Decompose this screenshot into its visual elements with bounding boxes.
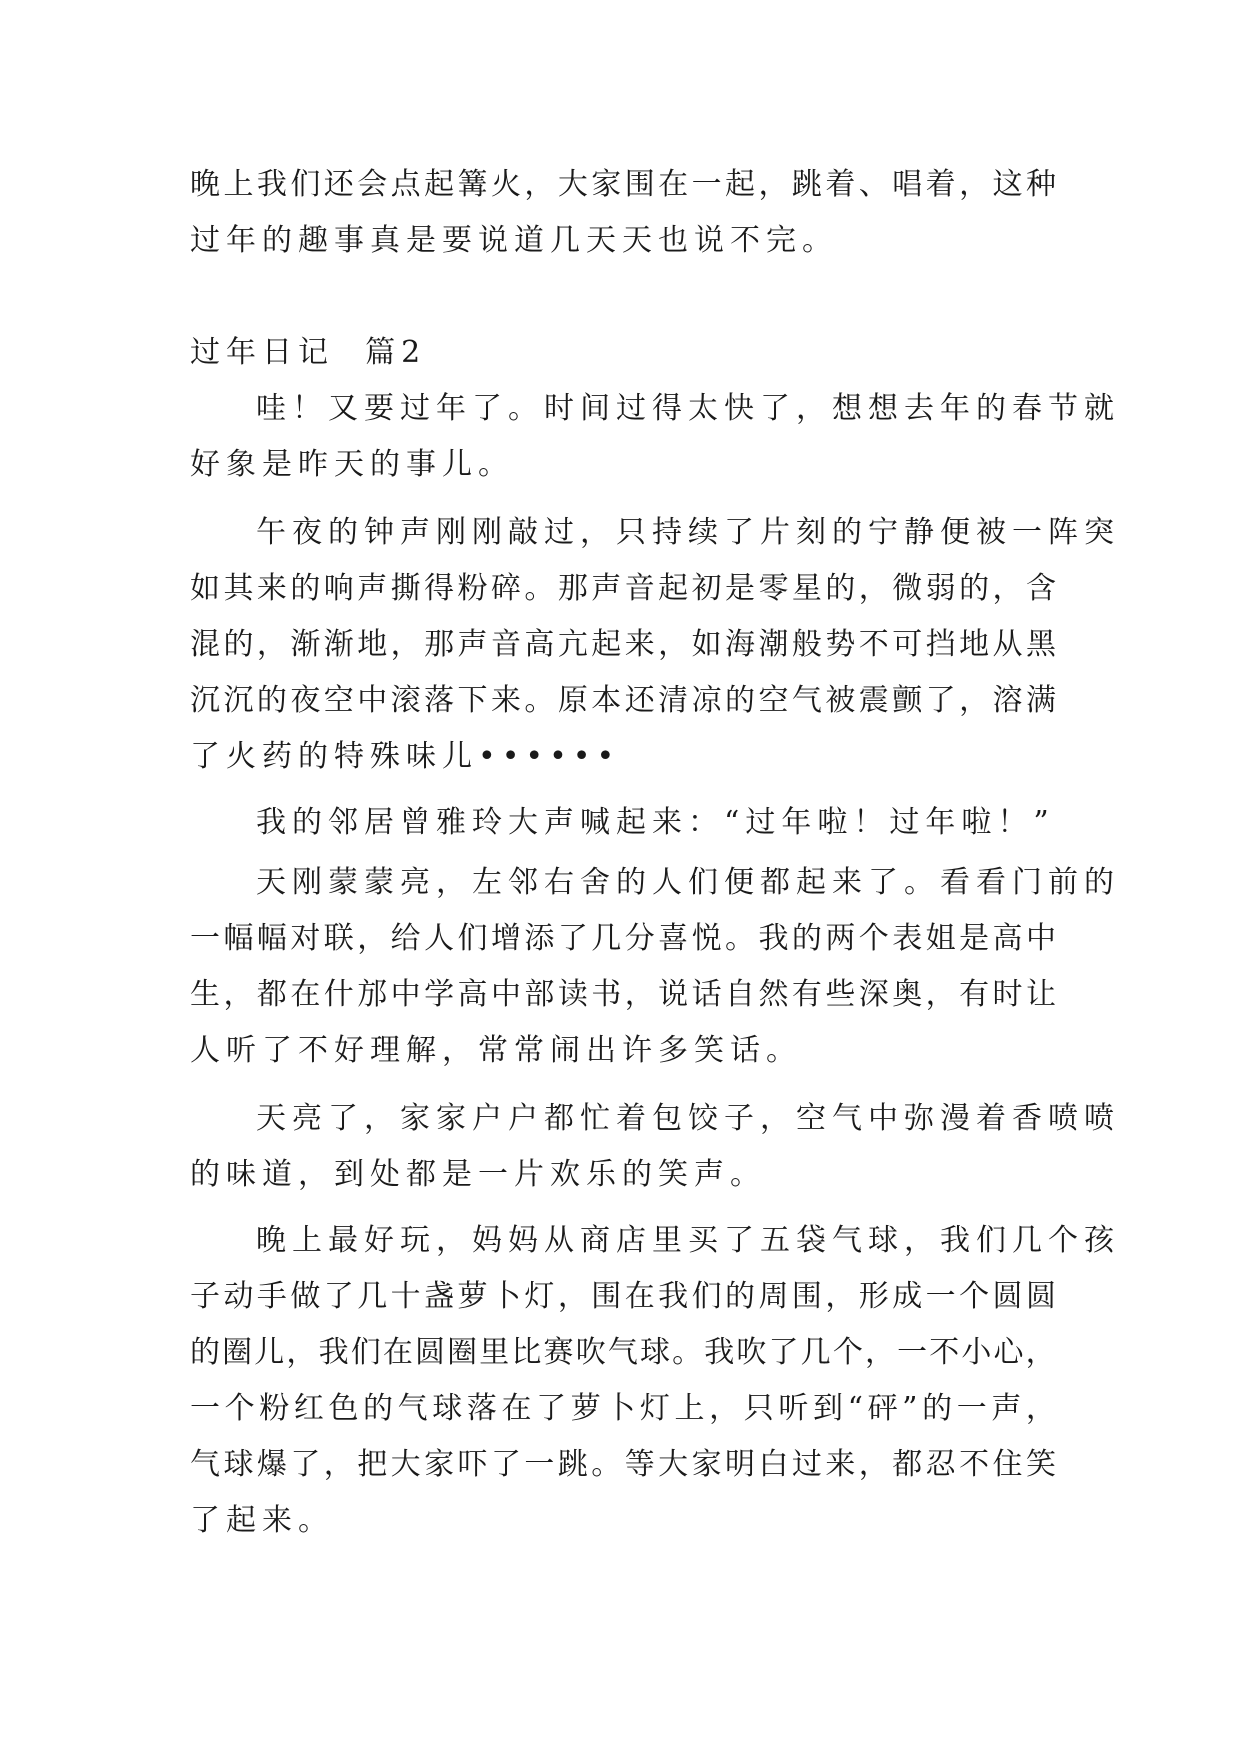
text-line (0, 213, 1241, 269)
text-line (0, 1213, 1241, 1269)
line-text: 的 圈 儿 ， 我 们 在 圆 圈 里 比 赛 吹 气 球 。 我 吹 了 几 个 ， 一 不 小 心 ， (190, 1335, 1056, 1370)
line-text: 我的邻居曾雅玲大声喊起来：“过年啦！过年啦！” (256, 805, 1055, 840)
line-text: 了火药的特殊味儿•••••• (190, 739, 621, 774)
text-line (0, 617, 1241, 673)
line-text: 的味道，到处都是一片欢乐的笑声。 (190, 1157, 766, 1192)
line-text: 好象是昨天的事儿。 (190, 447, 514, 482)
text-line (0, 561, 1241, 617)
text-line (0, 381, 1241, 437)
line-text: 子 动 手 做 了 几 十 盏 萝 卜 灯 ， 围 在 我 们 的 周 围 ， 形 成 一 个 圆 圆 (190, 1279, 1056, 1314)
text-line (0, 1023, 1241, 1079)
text-line (0, 1091, 1241, 1147)
heading-text: 过年日记 篇2 (190, 335, 427, 370)
line-text: 晚上最好玩，妈妈从商店里买了五袋气球，我们几个孩 (256, 1223, 1120, 1258)
text-line (0, 1493, 1241, 1549)
line-text: 混 的 ， 渐 渐 地 ， 那 声 音 高 亢 起 来 ， 如 海 潮 般 势 不 可 挡 地 从 黑 (190, 627, 1056, 662)
line-text: 过年的趣事真是要说道几天天也说不完。 (190, 223, 838, 258)
text-line (0, 967, 1241, 1023)
text-line (0, 1381, 1241, 1437)
line-text: 如 其 来 的 响 声 撕 得 粉 碎 。 那 声 音 起 初 是 零 星 的 ， 微 弱 的 ， 含 (190, 571, 1056, 606)
line-text: 人听了不好理解，常常闹出许多笑话。 (190, 1033, 802, 1068)
line-text: 晚 上 我 们 还 会 点 起 篝 火 ， 大 家 围 在 一 起 ， 跳 着 、 唱 着 ， 这 种 (190, 167, 1056, 202)
section-heading (0, 325, 1241, 381)
line-text: 生 ， 都 在 什 邡 中 学 高 中 部 读 书 ， 说 话 自 然 有 些 深 奥 ， 有 时 让 (190, 977, 1056, 1012)
line-text: 午夜的钟声刚刚敲过，只持续了片刻的宁静便被一阵突 (256, 515, 1120, 550)
line-text: 一 个 粉 红 色 的 气 球 落 在 了 萝 卜 灯 上 ， 只 听 到 “ 砰 ” 的 一 声 ， (190, 1391, 1056, 1426)
line-text: 哇！又要过年了。时间过得太快了，想想去年的春节就 (256, 391, 1120, 426)
text-line (0, 505, 1241, 561)
text-line (0, 1269, 1241, 1325)
text-line (0, 729, 1241, 785)
line-text: 沉 沉 的 夜 空 中 滚 落 下 来 。 原 本 还 清 凉 的 空 气 被 震 颤 了 ， 溶 满 (190, 683, 1056, 718)
text-line (0, 795, 1241, 851)
text-line (0, 1147, 1241, 1203)
text-line (0, 855, 1241, 911)
text-line (0, 1325, 1241, 1381)
line-text: 天亮了，家家户户都忙着包饺子，空气中弥漫着香喷喷 (256, 1101, 1120, 1136)
line-text: 了起来。 (190, 1503, 334, 1538)
text-line (0, 437, 1241, 493)
text-line (0, 673, 1241, 729)
text-line (0, 1437, 1241, 1493)
line-text: 气 球 爆 了 ， 把 大 家 吓 了 一 跳 。 等 大 家 明 白 过 来 ， 都 忍 不 住 笑 (190, 1447, 1056, 1482)
text-line (0, 911, 1241, 967)
text-line (0, 157, 1241, 213)
line-text: 天刚蒙蒙亮，左邻右舍的人们便都起来了。看看门前的 (256, 865, 1120, 900)
line-text: 一 幅 幅 对 联 ， 给 人 们 增 添 了 几 分 喜 悦 。 我 的 两 个 表 姐 是 高 中 (190, 921, 1056, 956)
